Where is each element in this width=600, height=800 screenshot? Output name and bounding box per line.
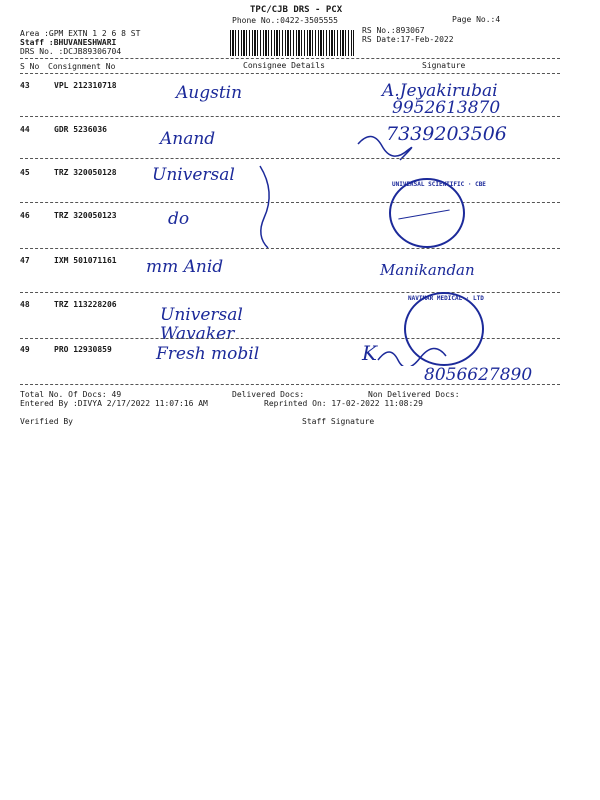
row-sno: 44 [20,125,30,134]
col-signature: Signature [422,61,466,70]
divider [20,292,560,293]
signature-handwriting: K [362,341,377,365]
staff-text: Staff :BHUVANESHWARI [20,38,117,47]
page-number: Page No.:4 [452,15,501,24]
row-consignment: VPL 212310718 [54,81,117,90]
divider [20,116,560,117]
drs-number: DRS No. :DCJB89306704 [20,47,122,56]
entered-by: Entered By :DIVYA 2/17/2022 11:07:16 AM [20,399,208,408]
row-consignment: TRZ 320050128 [54,168,117,177]
doc-title: TPC/CJB DRS - PCX [250,5,343,15]
phone-handwriting: 8056627890 [424,365,533,385]
stamp-text: UNIVERSAL SCIENTIFIC · CBE [392,181,486,188]
area-text: Area :GPM EXTN 1 2 6 8 ST [20,29,141,38]
divider [20,384,560,385]
signature-handwriting: 7339203506 [386,123,507,145]
signature-handwriting: A.Jeyakirubai [382,81,498,101]
row-consignment: TRZ 320050123 [54,211,117,220]
consignee-handwriting: Anand [160,129,216,149]
barcode [230,30,354,56]
divider [20,158,560,159]
col-consignee: Consignee Details [243,61,325,70]
signature-handwriting: Manikandan [380,261,475,279]
consignee-handwriting: Universal Wavaker [160,305,243,344]
row-sno: 48 [20,300,30,309]
row-consignment: PRO 12930859 [54,345,112,354]
consignee-handwriting: Augstin [176,83,243,103]
consignee-handwriting: Universal [152,165,235,185]
row-sno: 46 [20,211,30,220]
rs-date: RS Date:17-Feb-2022 [362,35,454,44]
row-consignment: IXM 501071161 [54,256,117,265]
signature-scribble [376,342,456,366]
ditto-bracket [250,162,280,252]
signature-scribble [352,124,422,168]
staff-signature-label: Staff Signature [302,417,375,426]
row-sno: 47 [20,256,30,265]
reprinted-on: Reprinted On: 17-02-2022 11:08:29 [264,399,423,408]
divider [20,248,560,249]
total-docs: Total No. Of Docs: 49 [20,390,122,399]
col-consignment: Consignment No [48,62,116,71]
verified-by: Verified By [20,417,73,426]
divider [20,58,560,59]
row-consignment: TRZ 113228206 [54,300,117,309]
phone-number: Phone No.:0422-3505555 [232,16,338,25]
non-delivered-docs: Non Delivered Docs: [368,390,460,399]
divider [20,202,560,203]
consignee-handwriting: Fresh mobil [156,344,260,364]
delivered-docs: Delivered Docs: [232,390,305,399]
phone-handwriting: 9952613870 [392,98,501,118]
row-sno: 45 [20,168,30,177]
divider [20,73,560,74]
row-consignment: GDR 5236036 [54,125,107,134]
stamp-text: NAVIMAR MEDICAL · LTD [408,295,484,302]
col-sno: S No [20,62,40,71]
consignee-handwriting: do [168,209,190,229]
row-sno: 43 [20,81,30,90]
rs-number: RS No.:893067 [362,26,425,35]
consignee-handwriting: mm Anid [146,257,224,277]
row-sno: 49 [20,345,30,354]
